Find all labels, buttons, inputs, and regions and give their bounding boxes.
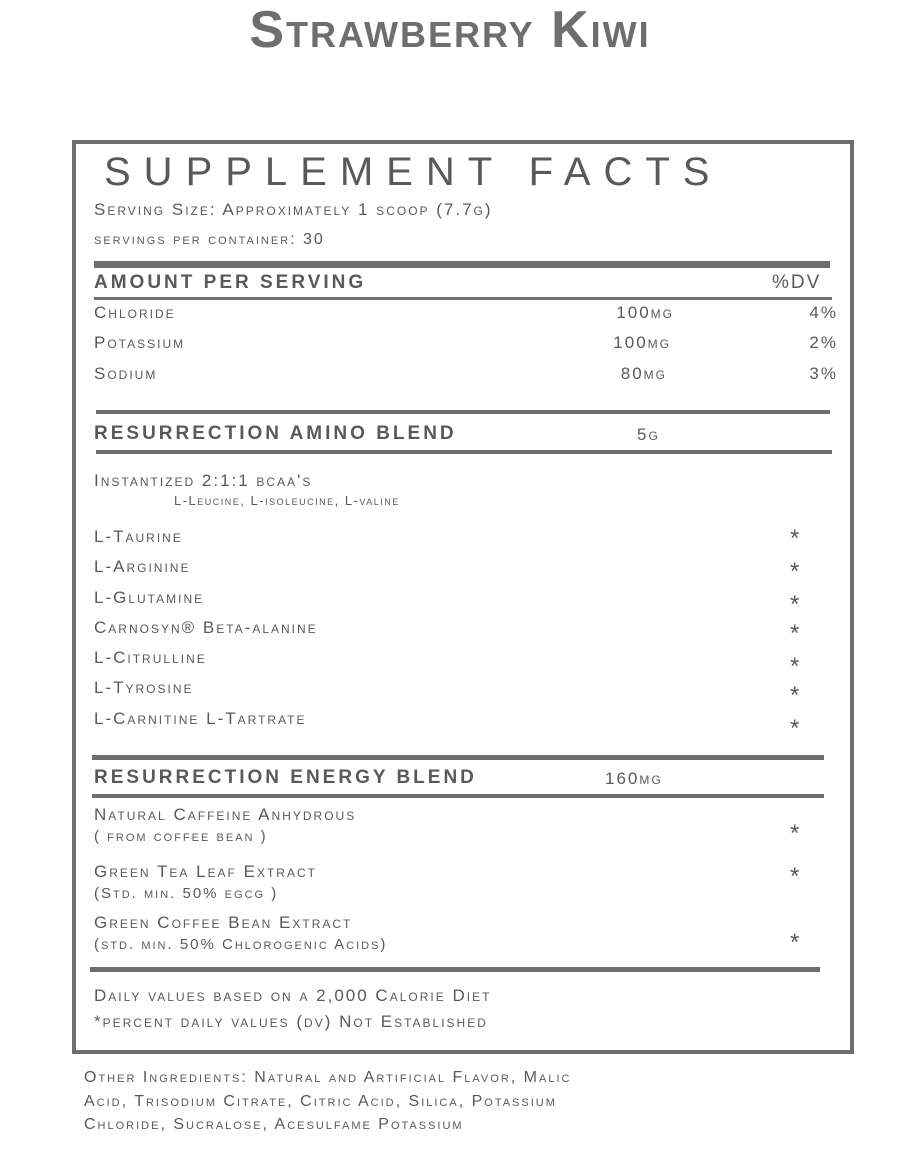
ingredient-name: L-Citrulline xyxy=(94,648,207,667)
not-established-mark: * xyxy=(790,682,800,709)
mineral-dv: 2% xyxy=(809,333,838,352)
other-ingredients-line: Acid, Trisodium Citrate, Citric Acid, Silica, Potassium xyxy=(84,1093,557,1110)
ingredient-note: (std. min. 50% Chlorogenic Acids) xyxy=(94,936,388,953)
not-established-mark: * xyxy=(790,820,800,847)
dv-not-established-note: *percent daily values (dv) Not Established xyxy=(94,1012,488,1031)
other-ingredients-line: Chloride, Sucralose, Acesulfame Potassium xyxy=(84,1116,464,1133)
energy-blend-header: RESURRECTION ENERGY BLEND xyxy=(94,767,477,788)
servings-per-container: servings per container: 30 xyxy=(94,231,325,248)
mineral-amount: 80mg xyxy=(620,364,667,383)
amount-per-serving-header: AMOUNT PER SERVING xyxy=(94,272,367,293)
ingredient-name: L-Carnitine L-Tartrate xyxy=(94,709,307,728)
not-established-mark: * xyxy=(790,863,800,890)
mineral-name: Chloride xyxy=(94,303,176,322)
not-established-mark: * xyxy=(790,929,800,956)
bcaa-name: Instantized 2:1:1 bcaa's xyxy=(94,471,313,490)
thick-divider xyxy=(94,261,830,268)
product-title: Strawberry Kiwi xyxy=(249,1,651,59)
mineral-amount: 100mg xyxy=(616,303,674,322)
ingredient-note: ( from coffee bean ) xyxy=(94,828,268,845)
ingredient-name: L-Arginine xyxy=(94,557,191,576)
ingredient-name: L-Glutamine xyxy=(94,588,205,607)
mineral-dv: 3% xyxy=(809,364,838,383)
not-established-mark: * xyxy=(790,591,800,618)
not-established-mark: * xyxy=(790,653,800,680)
amino-blend-amount: 5g xyxy=(637,425,660,444)
amino-blend-header: RESURRECTION AMINO BLEND xyxy=(94,423,457,444)
energy-blend-amount: 160mg xyxy=(605,769,663,788)
not-established-mark: * xyxy=(790,620,800,647)
mineral-amount: 100mg xyxy=(613,333,671,352)
mineral-name: Sodium xyxy=(94,364,158,383)
panel-heading: SUPPLEMENT FACTS xyxy=(104,150,723,194)
daily-values-note: Daily values based on a 2,000 Calorie Diet xyxy=(94,986,492,1005)
ingredient-note: (Std. min. 50% egcg ) xyxy=(94,885,279,902)
other-ingredients-line: Other Ingredients: Natural and Artificial Flavor, Malic xyxy=(84,1069,572,1086)
serving-size: Serving Size: Approximately 1 scoop (7.7g) xyxy=(94,200,493,219)
ingredient-name: Green Coffee Bean Extract xyxy=(94,913,353,932)
ingredient-name: Green Tea Leaf Extract xyxy=(94,862,317,881)
divider xyxy=(92,794,824,798)
mineral-name: Potassium xyxy=(94,333,186,352)
ingredient-name: L-Tyrosine xyxy=(94,678,194,697)
ingredient-name: Natural Caffeine Anhydrous xyxy=(94,805,357,824)
not-established-mark: * xyxy=(790,525,800,552)
thick-divider xyxy=(90,967,820,972)
ingredient-name: Carnosyn® Beta-alanine xyxy=(94,618,318,637)
not-established-mark: * xyxy=(790,558,800,585)
divider xyxy=(96,450,832,454)
divider xyxy=(94,297,832,300)
ingredient-name: L-Taurine xyxy=(94,527,183,546)
divider xyxy=(96,410,830,414)
bcaa-components: L-Leucine, L-isoleucine, L-valine xyxy=(174,493,400,508)
not-established-mark: * xyxy=(790,715,800,742)
thick-divider xyxy=(92,755,824,760)
mineral-dv: 4% xyxy=(809,303,838,322)
dv-header: %DV xyxy=(772,272,822,293)
